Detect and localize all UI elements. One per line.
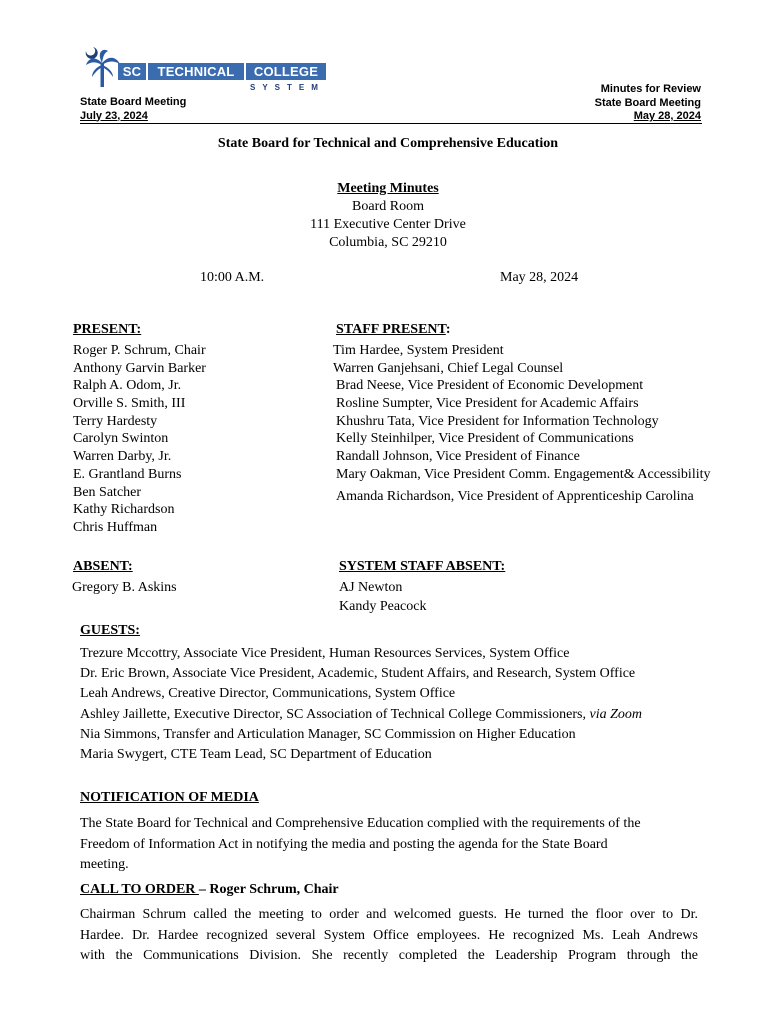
- system-staff-absent-heading: SYSTEM STAFF ABSENT:: [339, 559, 506, 574]
- media-paragraph: [80, 814, 690, 876]
- system-staff-absent-list: [339, 580, 426, 618]
- media-heading: NOTIFICATION OF MEDIA: [80, 790, 259, 805]
- media-line-2: Freedom of Information Act in notifying the media and posting the agenda for the State Board: [80, 836, 608, 852]
- logo-sc-text: SC: [118, 63, 146, 80]
- header-left-line1: State Board Meeting: [80, 96, 187, 108]
- list-item: Chris Huffman: [73, 519, 158, 535]
- list-item: Brad Neese, Vice President of Economic Development: [336, 378, 644, 394]
- meeting-room: Board Room: [352, 199, 424, 214]
- header-left-date: July 23, 2024: [80, 109, 148, 122]
- list-item: Carolyn Swinton: [73, 431, 169, 447]
- call-to-order-heading-suffix: – Roger Schrum, Chair: [198, 882, 339, 897]
- staff-present-heading: [336, 322, 450, 338]
- list-item: [80, 707, 642, 727]
- meeting-date: May 28, 2024: [500, 270, 579, 285]
- list-item: Leah Andrews, Creative Director, Communications, System Office: [80, 686, 456, 702]
- meeting-street: 111 Executive Center Drive: [310, 217, 466, 232]
- header-rule: [80, 123, 702, 124]
- header-left: [80, 96, 186, 123]
- staff-present-list: [333, 343, 711, 506]
- call-to-order-paragraph: [80, 905, 698, 967]
- call-to-order-heading-text: CALL TO ORDER: [80, 882, 199, 897]
- call-to-order-line-3: with the Communications Division. She recently completed the Leadership Program through the: [80, 948, 698, 963]
- list-item: Tim Hardee, System President: [333, 343, 504, 358]
- guests-list: [80, 646, 642, 767]
- header-right-line2: State Board Meeting: [594, 96, 701, 109]
- list-item: Khushru Tata, Vice President for Information Technology: [336, 413, 659, 429]
- media-line-1: The State Board for Technical and Comprehensive Education complied with the requirements of the: [80, 816, 641, 831]
- list-item: Nia Simmons, Transfer and Articulation Manager, SC Commission on Higher Education: [80, 726, 576, 742]
- guests-heading: GUESTS:: [80, 623, 140, 638]
- list-item: Kelly Steinhilper, Vice President of Communications: [336, 431, 634, 447]
- list-item: Ben Satcher: [73, 484, 142, 500]
- staff-present-heading-text: STAFF PRESENT: [336, 322, 446, 337]
- absent-heading: ABSENT:: [73, 559, 133, 574]
- present-heading: PRESENT:: [73, 322, 142, 337]
- guest-ashley-text: Ashley Jaillette, Executive Director, SC Association of Technical College Commissioners,: [80, 706, 590, 722]
- logo-system-text: SYSTEM: [250, 83, 325, 92]
- sc-technical-college-logo: [80, 45, 330, 97]
- header-right-date: May 28, 2024: [633, 110, 701, 122]
- guest-ashley-via-zoom: via Zoom: [589, 706, 642, 722]
- logo-technical-text: TECHNICAL: [148, 63, 244, 80]
- list-item: Randall Johnson, Vice President of Finance: [336, 449, 580, 465]
- list-item: Roger P. Schrum, Chair: [73, 343, 206, 358]
- list-item: Kandy Peacock: [339, 599, 427, 614]
- list-item: Ralph A. Odom, Jr.: [73, 378, 182, 394]
- list-item: Anthony Garvin Barker: [73, 360, 206, 376]
- list-item: Maria Swygert, CTE Team Lead, SC Department of Education: [80, 746, 432, 762]
- media-line-3: meeting.: [80, 857, 129, 872]
- logo-college-text: COLLEGE: [246, 63, 326, 80]
- meeting-minutes-heading: Meeting Minutes: [337, 181, 439, 196]
- staff-present-heading-colon: :: [445, 322, 451, 337]
- call-to-order-line-1: Chairman Schrum called the meeting to order and welcomed guests. He turned the floor over to Dr.: [80, 907, 698, 922]
- call-to-order-heading: [80, 882, 339, 898]
- present-list: [73, 343, 206, 538]
- header-right: [595, 83, 701, 124]
- list-item: AJ Newton: [339, 580, 403, 595]
- list-item: Rosline Sumpter, Vice President for Academic Affairs: [336, 396, 639, 412]
- list-item: Orville S. Smith, III: [73, 396, 186, 412]
- list-item: Trezure Mccottry, Associate Vice President, Human Resources Services, System Office: [80, 646, 570, 661]
- meeting-block: [0, 180, 770, 252]
- list-item: Dr. Eric Brown, Associate Vice President, Academic, Student Affairs, and Research, System Office: [80, 666, 636, 682]
- header-right-line1: Minutes for Review: [600, 83, 701, 95]
- list-item: Terry Hardesty: [73, 413, 158, 429]
- list-item: Mary Oakman, Vice President Comm. Engagement& Accessibility: [336, 466, 711, 482]
- call-to-order-line-2: Hardee. Dr. Hardee recognized several System Office employees. He recognized Ms. Leah Andrews: [80, 927, 698, 943]
- page-title: State Board for Technical and Comprehensive Education: [217, 136, 559, 151]
- list-item: Kathy Richardson: [73, 502, 175, 518]
- meeting-time: 10:00 A.M.: [200, 270, 265, 285]
- list-item: Amanda Richardson, Vice President of Apprenticeship Carolina: [336, 488, 694, 504]
- list-item: Warren Darby, Jr.: [73, 449, 172, 465]
- meeting-city: Columbia, SC 29210: [329, 235, 447, 250]
- list-item: Warren Ganjehsani, Chief Legal Counsel: [333, 360, 564, 376]
- list-item: E. Grantland Burns: [73, 466, 182, 482]
- list-item: Gregory B. Askins: [72, 580, 177, 595]
